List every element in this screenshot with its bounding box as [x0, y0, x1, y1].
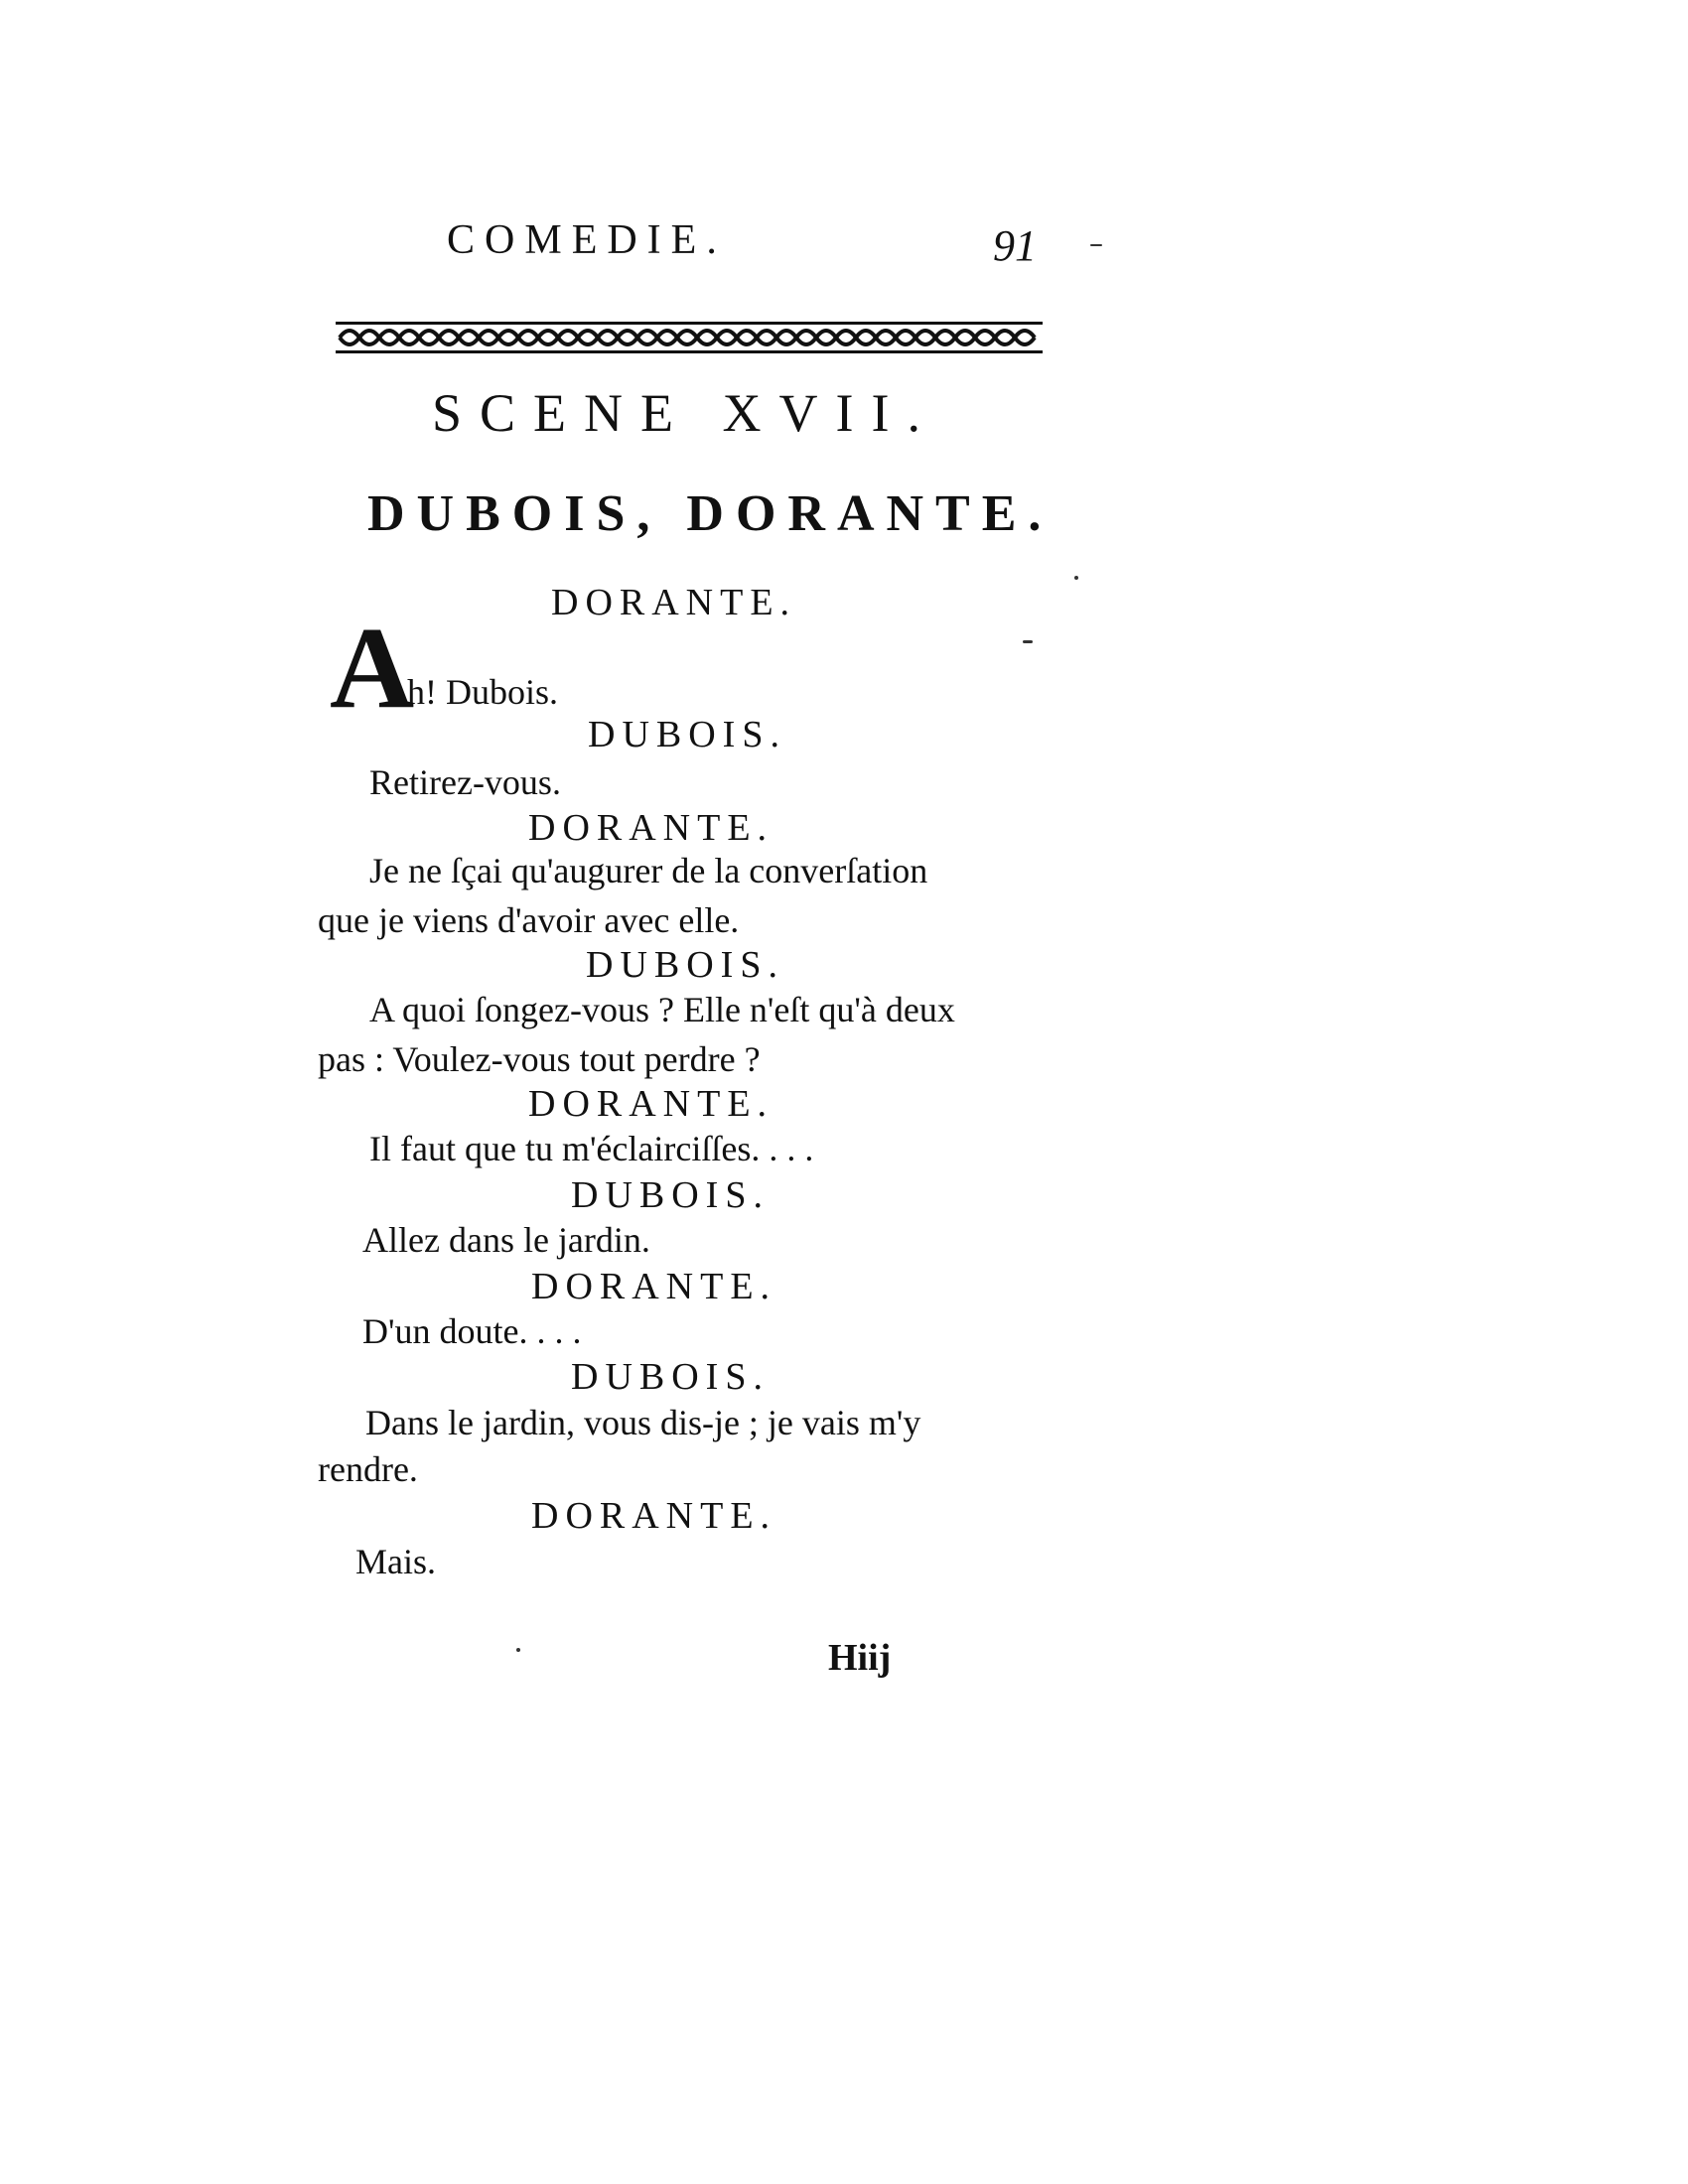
ink-speck: [1023, 640, 1033, 643]
scene-title: SCENE XVII.: [432, 383, 938, 443]
speech-line: D'un doute. . . .: [362, 1311, 582, 1351]
speech-line: h! Dubois.: [407, 672, 558, 712]
signature-mark: Hiij: [828, 1637, 892, 1679]
speech-line: A quoi ſongez-vous ? Elle n'eſt qu'à deux: [369, 990, 955, 1029]
ink-speck: [1074, 576, 1078, 580]
speaker-label: DORANTE.: [528, 807, 774, 849]
speaker-label: DORANTE.: [531, 1495, 777, 1537]
speech-line: Mais.: [355, 1542, 436, 1581]
ornament-band: [336, 318, 1043, 357]
speaker-label: DUBOIS.: [588, 714, 786, 755]
speech-line: Je ne ſçai qu'augurer de la converſation: [369, 851, 928, 890]
speaker-label: DUBOIS.: [586, 944, 784, 986]
scene-characters: DUBOIS, DORANTE.: [367, 485, 1054, 542]
speech-line: Retirez-vous.: [369, 762, 561, 802]
speech-line: que je viens d'avoir avec elle.: [318, 900, 740, 940]
speaker-label: DORANTE.: [531, 1266, 777, 1307]
speech-line: rendre.: [318, 1449, 418, 1489]
page-number: 91: [993, 221, 1037, 270]
speech-line: Il faut que tu m'éclairciſſes. . . .: [369, 1129, 814, 1168]
drop-cap: A: [330, 603, 415, 733]
speech-line: pas : Voulez-vous tout perdre ?: [318, 1039, 761, 1079]
ink-speck: [1090, 244, 1102, 246]
speaker-label: DUBOIS.: [571, 1174, 770, 1216]
speaker-label: DUBOIS.: [571, 1356, 770, 1398]
speaker-label: DORANTE.: [551, 582, 797, 623]
running-head: COMEDIE.: [447, 217, 727, 263]
speech-line: Dans le jardin, vous dis-je ; je vais m'y: [365, 1403, 921, 1442]
ink-speck: [516, 1648, 520, 1652]
speech-line: Allez dans le jardin.: [362, 1220, 650, 1260]
speaker-label: DORANTE.: [528, 1083, 774, 1125]
